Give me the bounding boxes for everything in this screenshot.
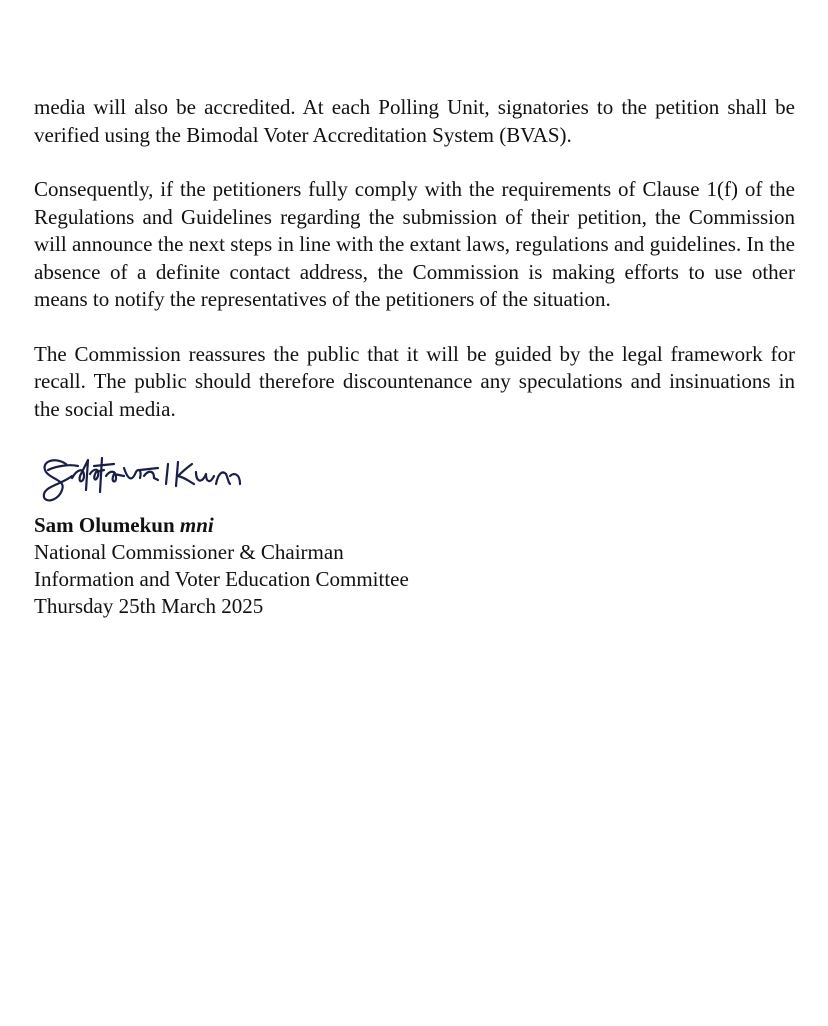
signatory-name: Sam Olumekun: [34, 513, 175, 537]
signatory-block: [34, 512, 795, 620]
paragraph-consequently: Consequently, if the petitioners fully comply with the requirements of Clause 1(f) of the Regulations and Guidelines regarding the submission of their petition, the Commission will announce the next steps in line with the extant laws, regulations and guidelines. In the absence of a definite contact address, the Commission is making efforts to use other means to notify the representatives of the petitioners of the situation.: [34, 177, 795, 311]
signatory-suffix: mni: [179, 513, 214, 537]
document-date: Thursday 25th March 2025: [34, 594, 264, 618]
signatory-title-2: Information and Voter Education Committee: [34, 567, 409, 591]
signatory-name-line: [34, 512, 795, 539]
paragraph-accreditation: media will also be accredited. At each Polling Unit, signatories to the petition shall be verified using the Bimodal Voter Accreditation System (BVAS).: [34, 95, 795, 147]
signature-icon: [36, 450, 266, 512]
document-body: [34, 94, 795, 620]
handwritten-signature: [36, 450, 266, 512]
signatory-title-1: National Commissioner & Chairman: [34, 540, 344, 564]
paragraph-reassurance: The Commission reassures the public that it will be guided by the legal framework for recall. The public should therefore discountenance any speculations and insinuations in the social media.: [34, 341, 795, 421]
